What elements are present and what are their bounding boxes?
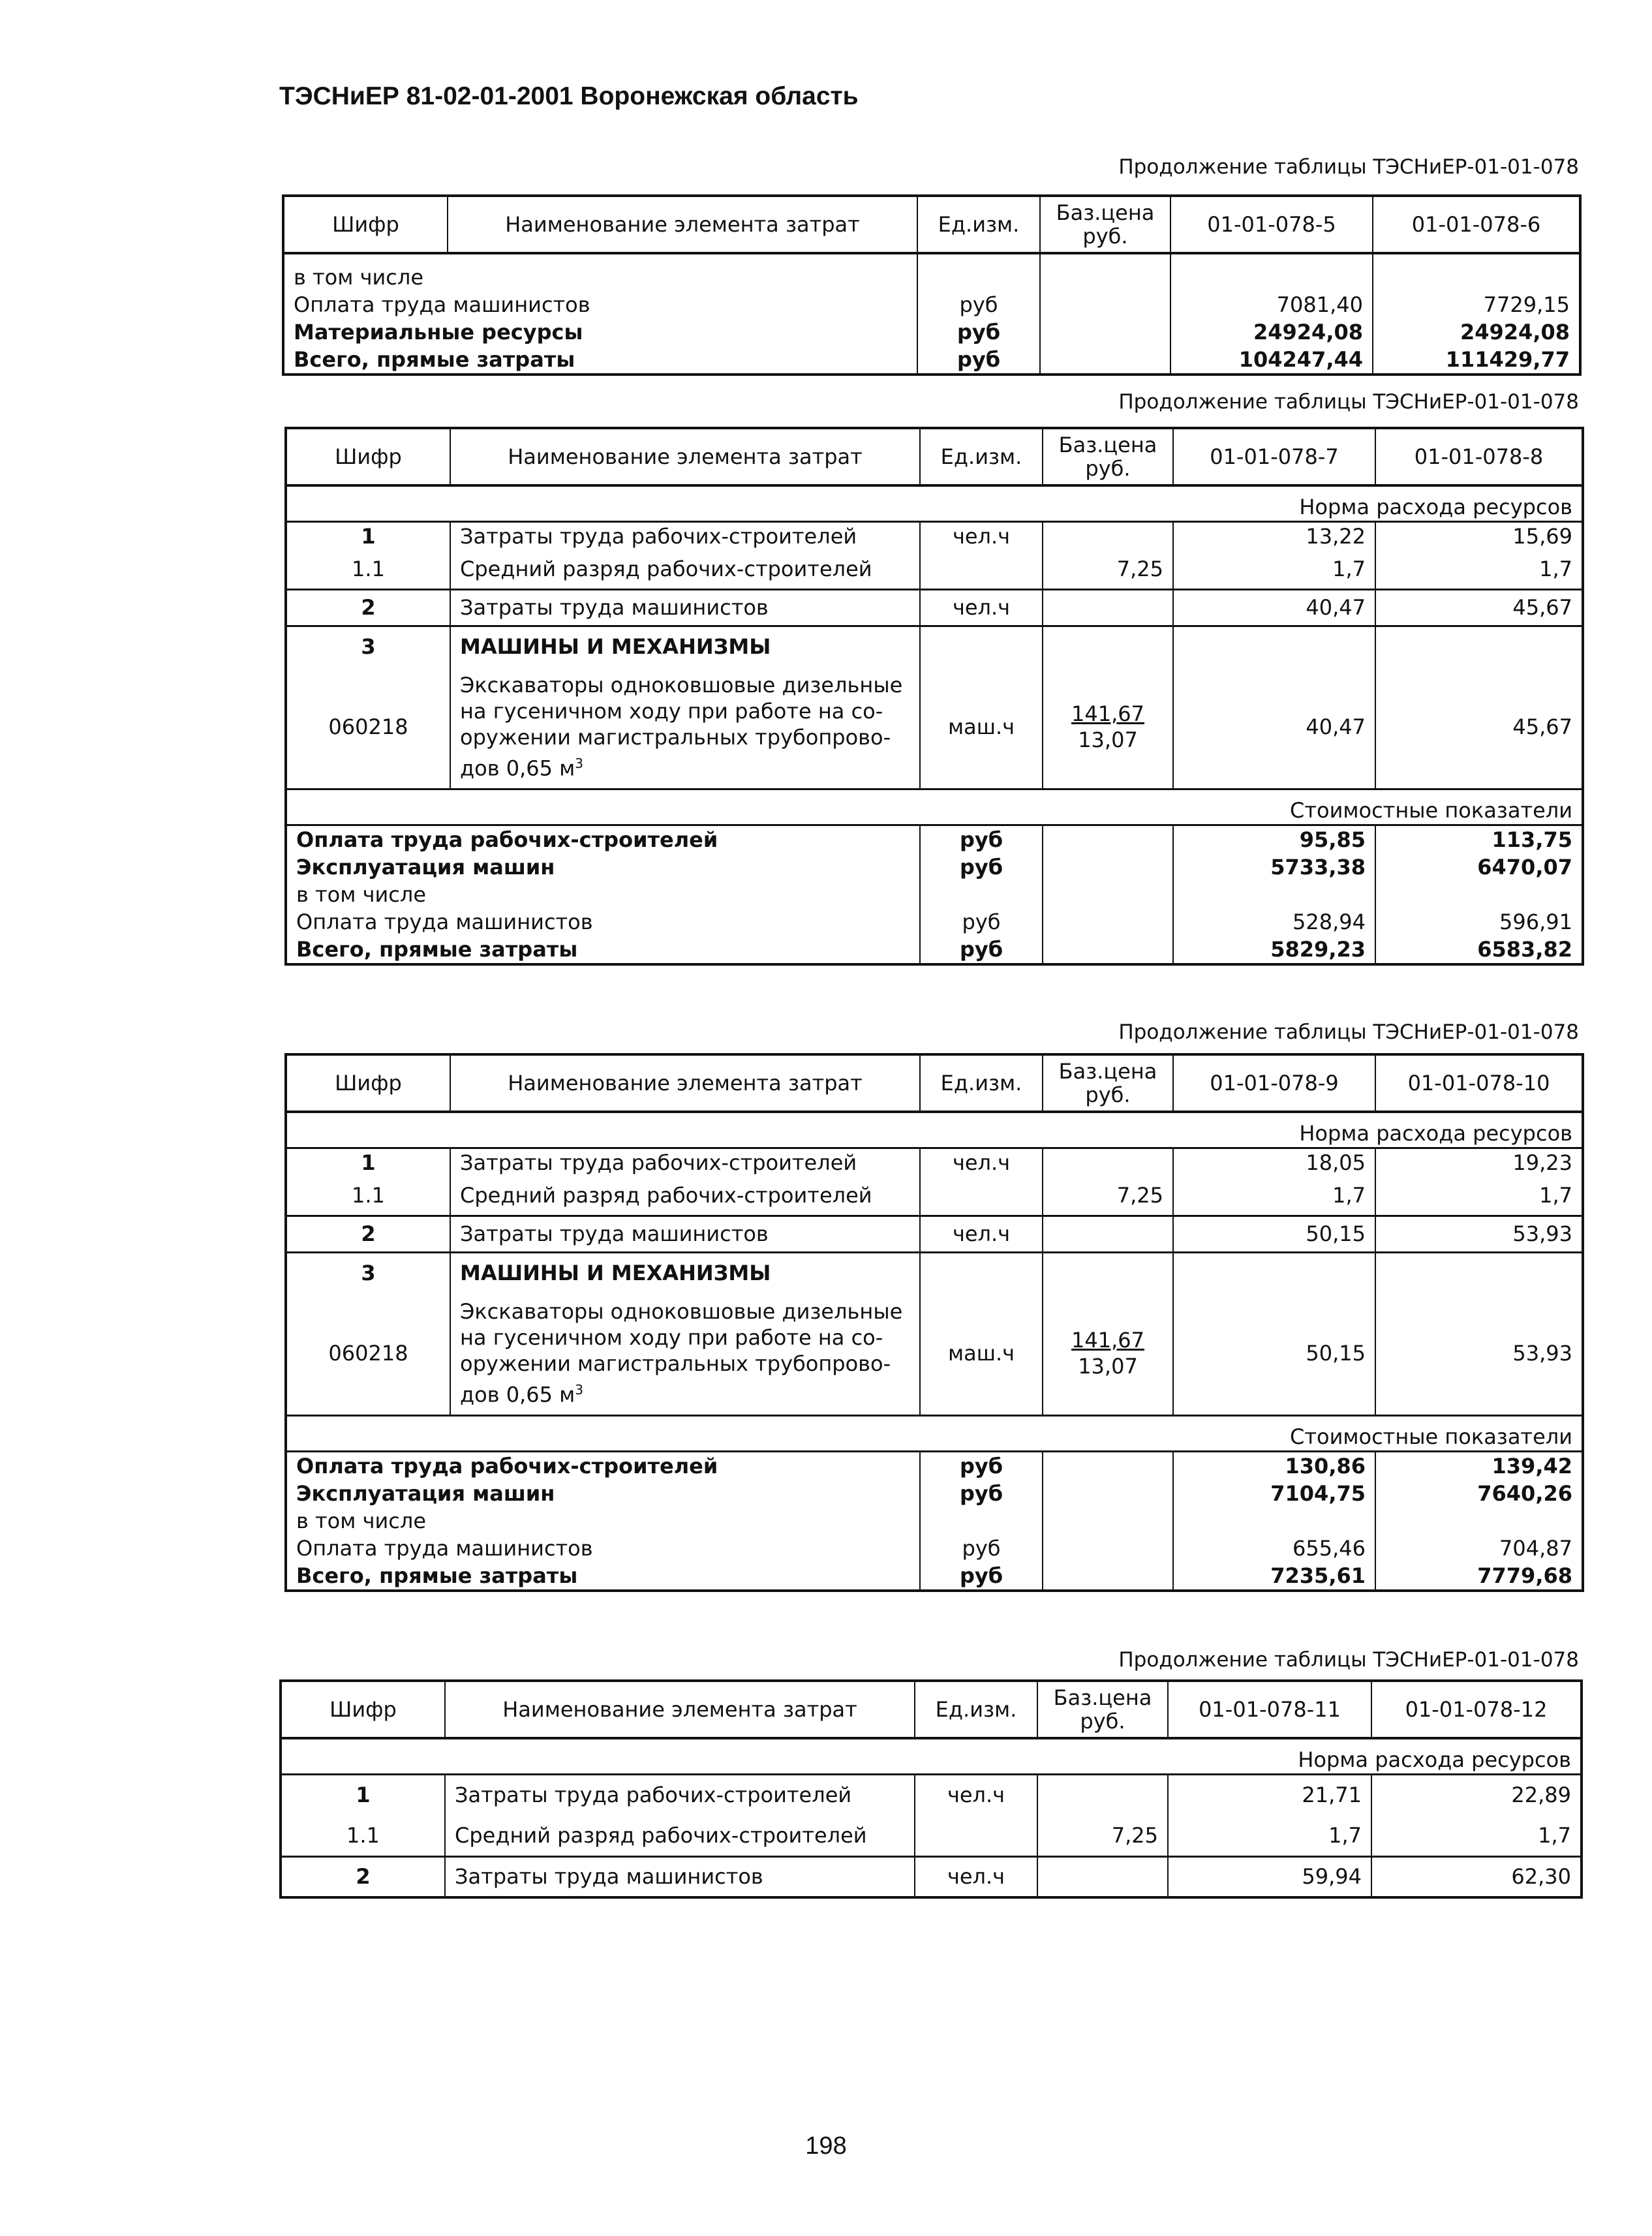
table-row — [286, 1535, 1583, 1562]
row-value-b: 22,89 — [1371, 1775, 1582, 1815]
col-header-price-line1: Баз.цена — [1058, 433, 1157, 457]
row-code: 2 — [356, 1864, 371, 1890]
price-line: 13,07 — [1078, 727, 1138, 753]
row-unit: руб — [920, 853, 1043, 881]
row-value-b: 7729,15 — [1373, 291, 1580, 318]
table-row — [286, 1216, 1583, 1252]
row-value-a: 1,7 — [1173, 1176, 1375, 1216]
row-name-text: дов 0,65 м — [460, 756, 575, 782]
col-header-norm-a: 01-01-078-7 — [1173, 428, 1375, 485]
row-value-a: 24924,08 — [1170, 318, 1373, 346]
table-row — [286, 666, 1583, 789]
table-row — [281, 1815, 1582, 1857]
row-price — [1043, 1507, 1173, 1535]
row-code: 1 — [361, 1150, 376, 1175]
resource-table-1 — [282, 194, 1582, 376]
col-header-norm-b: 01-01-078-12 — [1371, 1681, 1582, 1738]
row-value-b: 596,91 — [1375, 908, 1583, 936]
row-value-a: 40,47 — [1173, 666, 1375, 789]
col-header-price — [1040, 196, 1170, 253]
row-value-a: 130,86 — [1173, 1451, 1375, 1480]
col-header-norm-b: 01-01-078-10 — [1375, 1054, 1583, 1112]
resource-table-3 — [284, 1053, 1584, 1592]
col-header-code: Шифр — [286, 428, 450, 485]
row-value-a — [1170, 253, 1373, 291]
row-unit — [920, 1507, 1043, 1535]
row-price — [1043, 522, 1173, 551]
row-name: Затраты труда рабочих-строителей — [450, 1148, 920, 1177]
row-value-a — [1173, 881, 1375, 908]
resource-table-4 — [279, 1679, 1583, 1899]
table-row — [286, 908, 1583, 936]
row-price — [1043, 853, 1173, 881]
row-name: Оплата труда машинистов — [296, 909, 593, 934]
row-value-a: 40,47 — [1173, 589, 1375, 626]
row-value-a: 655,46 — [1173, 1535, 1375, 1562]
section-label-norm: Норма расхода ресурсов — [1299, 495, 1572, 519]
row-unit: руб — [920, 908, 1043, 936]
row-name: Затраты труда машинистов — [450, 589, 920, 626]
row-name: Затраты труда рабочих-строителей — [450, 522, 920, 551]
row-name: Затраты труда машинистов — [450, 1216, 920, 1252]
continuation-label: Продолжение таблицы ТЭСНиЕР-01-01-078 — [1118, 1648, 1579, 1672]
row-price — [1043, 589, 1173, 626]
section-label-cost: Стоимостные показатели — [1290, 1424, 1572, 1449]
row-unit: чел.ч — [920, 522, 1043, 551]
row-name-line: оружении магистральных трубопрово- — [460, 725, 891, 750]
section-label-norm: Норма расхода ресурсов — [1299, 1121, 1572, 1146]
row-name: Эксплуатация машин — [296, 1480, 555, 1506]
row-unit: чел.ч — [915, 1775, 1037, 1815]
row-value-a: 50,15 — [1173, 1216, 1375, 1252]
col-header-norm-a: 01-01-078-5 — [1170, 196, 1373, 253]
row-value-a: 21,71 — [1168, 1775, 1371, 1815]
row-price — [1040, 346, 1170, 375]
table-row — [286, 1148, 1583, 1177]
table-row — [286, 589, 1583, 626]
row-name: Оплата труда рабочих-строителей — [296, 827, 718, 852]
col-header-name: Наименование элемента затрат — [450, 428, 920, 485]
section-row — [286, 1415, 1583, 1451]
page-number: 198 — [805, 2132, 847, 2160]
row-name: Затраты труда машинистов — [445, 1857, 915, 1897]
row-name — [450, 1293, 920, 1415]
row-price — [1043, 908, 1173, 936]
row-value-a — [1173, 626, 1375, 666]
col-header-unit: Ед.изм. — [917, 196, 1040, 253]
row-code: 1 — [361, 524, 376, 549]
row-price — [1043, 1252, 1173, 1293]
row-value-b: 139,42 — [1375, 1451, 1583, 1480]
col-header-unit: Ед.изм. — [920, 1054, 1043, 1112]
row-code: 1.1 — [352, 557, 385, 582]
row-value-b: 53,93 — [1375, 1216, 1583, 1252]
table-row — [286, 1176, 1583, 1216]
table-row — [286, 1562, 1583, 1591]
table-row — [286, 853, 1583, 881]
row-value-a: 1,7 — [1173, 550, 1375, 589]
col-header-price-line1: Баз.цена — [1053, 1685, 1152, 1710]
row-name-line: Экскаваторы одноковшовые дизельные — [460, 1299, 903, 1325]
table-header-row — [281, 1681, 1582, 1738]
row-value-a: 18,05 — [1173, 1148, 1375, 1177]
row-value-b: 6583,82 — [1375, 936, 1583, 964]
row-value-b: 113,75 — [1375, 825, 1583, 853]
row-unit: руб — [920, 1562, 1043, 1591]
row-unit: руб — [920, 1451, 1043, 1480]
row-value-a: 13,22 — [1173, 522, 1375, 551]
row-unit: руб — [917, 318, 1040, 346]
row-price — [1043, 1293, 1173, 1415]
col-header-price-line1: Баз.цена — [1056, 200, 1155, 225]
row-name: Оплата труда рабочих-строителей — [296, 1453, 718, 1478]
col-header-norm-b: 01-01-078-6 — [1373, 196, 1580, 253]
col-header-unit: Ед.изм. — [920, 428, 1043, 485]
row-price — [1043, 1216, 1173, 1252]
row-value-a: 7235,61 — [1173, 1562, 1375, 1591]
table-row — [286, 1507, 1583, 1535]
table-row — [286, 522, 1583, 551]
section-row — [286, 1112, 1583, 1148]
table-row — [286, 626, 1583, 666]
col-header-unit: Ед.изм. — [915, 1681, 1037, 1738]
row-unit — [915, 1815, 1037, 1857]
col-header-norm-a: 01-01-078-11 — [1168, 1681, 1371, 1738]
table-row — [286, 1252, 1583, 1293]
col-header-code: Шифр — [286, 1054, 450, 1112]
col-header-norm-b: 01-01-078-8 — [1375, 428, 1583, 485]
row-value-a: 528,94 — [1173, 908, 1375, 936]
row-value-a: 50,15 — [1173, 1293, 1375, 1415]
row-name: Эксплуатация машин — [296, 854, 555, 880]
row-unit: маш.ч — [920, 1293, 1043, 1415]
row-price — [1043, 666, 1173, 789]
continuation-label: Продолжение таблицы ТЭСНиЕР-01-01-078 — [1118, 390, 1579, 414]
row-code: 060218 — [328, 714, 408, 740]
superscript: 3 — [575, 1382, 584, 1398]
superscript: 3 — [575, 756, 584, 772]
row-unit: руб — [917, 291, 1040, 318]
section-row — [286, 485, 1583, 522]
row-value-a — [1173, 1507, 1375, 1535]
row-unit: чел.ч — [920, 1148, 1043, 1177]
row-value-b: 1,7 — [1375, 1176, 1583, 1216]
col-header-code: Шифр — [281, 1681, 445, 1738]
row-price — [1043, 1480, 1173, 1507]
table-header-row — [286, 428, 1583, 485]
row-code: 2 — [361, 1221, 376, 1246]
col-header-price-line2: руб. — [1085, 456, 1131, 481]
row-value-b: 1,7 — [1375, 550, 1583, 589]
table-row — [286, 1451, 1583, 1480]
row-price — [1043, 936, 1173, 964]
row-code: 060218 — [328, 1341, 408, 1366]
row-code: 1.1 — [346, 1822, 380, 1848]
row-code: 2 — [361, 595, 376, 620]
row-price — [1043, 1148, 1173, 1177]
row-value-a: 95,85 — [1173, 825, 1375, 853]
row-name-text: дов 0,65 м — [460, 1383, 575, 1408]
row-unit: руб — [920, 825, 1043, 853]
row-name: Оплата труда машинистов — [294, 292, 590, 317]
row-unit: маш.ч — [920, 666, 1043, 789]
row-name-line: оружении магистральных трубопрово- — [460, 1351, 891, 1377]
row-name: Средний разряд рабочих-строителей — [450, 1176, 920, 1216]
table-row — [283, 346, 1580, 375]
section-label-norm: Норма расхода ресурсов — [1298, 1747, 1571, 1772]
row-value-b: 15,69 — [1375, 522, 1583, 551]
col-header-name: Наименование элемента затрат — [450, 1054, 920, 1112]
row-price — [1037, 1857, 1168, 1897]
row-name: МАШИНЫ И МЕХАНИЗМЫ — [450, 626, 920, 666]
row-value-a: 104247,44 — [1170, 346, 1373, 375]
row-name-line: на гусеничном ходу при работе на со- — [460, 1325, 883, 1351]
section-row — [286, 789, 1583, 825]
row-name: в том числе — [294, 265, 423, 290]
row-name: Средний разряд рабочих-строителей — [450, 550, 920, 589]
row-value-b: 53,93 — [1375, 1293, 1583, 1415]
row-price — [1043, 626, 1173, 666]
row-unit — [920, 1252, 1043, 1293]
row-value-a: 1,7 — [1168, 1815, 1371, 1857]
row-name-line: на гусеничном ходу при работе на со- — [460, 699, 883, 724]
table-row — [283, 318, 1580, 346]
table-row — [286, 1480, 1583, 1507]
row-unit — [920, 550, 1043, 589]
row-unit: руб — [920, 1535, 1043, 1562]
section-label-cost: Стоимостные показатели — [1290, 797, 1572, 823]
table-row — [281, 1857, 1582, 1897]
row-name: в том числе — [296, 1508, 426, 1533]
row-value-b — [1375, 1507, 1583, 1535]
price-line: 13,07 — [1078, 1354, 1138, 1379]
row-value-a: 59,94 — [1168, 1857, 1371, 1897]
row-value-b: 111429,77 — [1373, 346, 1580, 375]
row-value-b: 704,87 — [1375, 1535, 1583, 1562]
row-unit: руб — [917, 346, 1040, 375]
table-row — [286, 550, 1583, 589]
row-price — [1043, 1535, 1173, 1562]
row-price — [1040, 318, 1170, 346]
row-price — [1043, 825, 1173, 853]
row-value-b: 62,30 — [1371, 1857, 1582, 1897]
row-unit: руб — [920, 1480, 1043, 1507]
row-code: 3 — [361, 1260, 376, 1285]
row-price: 7,25 — [1043, 1176, 1173, 1216]
row-value-b: 7779,68 — [1375, 1562, 1583, 1591]
row-value-b — [1375, 1252, 1583, 1293]
row-name: Всего, прямые затраты — [294, 347, 575, 372]
resource-table-2 — [284, 427, 1584, 966]
row-price — [1043, 1562, 1173, 1591]
row-unit — [917, 253, 1040, 291]
row-price — [1040, 253, 1170, 291]
row-price — [1040, 291, 1170, 318]
row-unit — [920, 1176, 1043, 1216]
col-header-name: Наименование элемента затрат — [448, 196, 917, 253]
row-value-b: 24924,08 — [1373, 318, 1580, 346]
row-value-a: 5829,23 — [1173, 936, 1375, 964]
col-header-price-line2: руб. — [1085, 1082, 1131, 1107]
table-header-row — [286, 1054, 1583, 1112]
row-name: Средний разряд рабочих-строителей — [445, 1815, 915, 1857]
row-value-b: 7640,26 — [1375, 1480, 1583, 1507]
row-code: 3 — [361, 634, 376, 659]
row-name: Всего, прямые затраты — [296, 1563, 578, 1588]
row-code: 1.1 — [352, 1183, 385, 1208]
col-header-price-line2: руб. — [1080, 1709, 1125, 1734]
table-row — [283, 291, 1580, 318]
col-header-name: Наименование элемента затрат — [445, 1681, 915, 1738]
row-unit — [920, 881, 1043, 908]
table-row — [286, 881, 1583, 908]
col-header-price — [1043, 1054, 1173, 1112]
row-name — [450, 666, 920, 789]
continuation-label: Продолжение таблицы ТЭСНиЕР-01-01-078 — [1118, 155, 1579, 179]
col-header-price-line2: руб. — [1082, 224, 1128, 249]
row-price — [1037, 1775, 1168, 1815]
row-name: Материальные ресурсы — [294, 320, 583, 345]
row-value-b: 19,23 — [1375, 1148, 1583, 1177]
table-header-row — [283, 196, 1580, 253]
row-value-b: 45,67 — [1375, 589, 1583, 626]
row-value-a — [1173, 1252, 1375, 1293]
row-value-b — [1373, 253, 1580, 291]
row-unit: чел.ч — [920, 1216, 1043, 1252]
row-unit: чел.ч — [920, 589, 1043, 626]
row-name: МАШИНЫ И МЕХАНИЗМЫ — [450, 1252, 920, 1293]
row-name: Оплата труда машинистов — [296, 1535, 593, 1561]
row-value-b — [1375, 626, 1583, 666]
row-price — [1043, 881, 1173, 908]
col-header-price — [1037, 1681, 1168, 1738]
section-row — [281, 1738, 1582, 1775]
row-name-line — [460, 750, 910, 782]
row-value-a: 7104,75 — [1173, 1480, 1375, 1507]
price-line: 141,67 — [1071, 1328, 1144, 1353]
row-price: 7,25 — [1037, 1815, 1168, 1857]
row-name-line: Экскаваторы одноковшовые дизельные — [460, 673, 903, 698]
row-name-line — [460, 1377, 910, 1408]
row-code: 1 — [356, 1783, 371, 1808]
col-header-norm-a: 01-01-078-9 — [1173, 1054, 1375, 1112]
row-unit: чел.ч — [915, 1857, 1037, 1897]
col-header-price-line1: Баз.цена — [1058, 1059, 1157, 1084]
row-name: Затраты труда рабочих-строителей — [445, 1775, 915, 1815]
row-value-b: 45,67 — [1375, 666, 1583, 789]
page-title: ТЭСНиЕР 81-02-01-2001 Воронежская область — [279, 82, 859, 110]
row-value-b: 1,7 — [1371, 1815, 1582, 1857]
row-price: 7,25 — [1043, 550, 1173, 589]
price-line: 141,67 — [1071, 701, 1144, 727]
row-name: Всего, прямые затраты — [296, 936, 578, 962]
col-header-price — [1043, 428, 1173, 485]
table-row — [286, 1293, 1583, 1415]
table-row — [286, 936, 1583, 964]
row-value-a: 7081,40 — [1170, 291, 1373, 318]
row-unit: руб — [920, 936, 1043, 964]
row-unit — [920, 626, 1043, 666]
row-name: в том числе — [296, 881, 426, 907]
col-header-code: Шифр — [283, 196, 448, 253]
row-value-b — [1375, 881, 1583, 908]
row-price — [1043, 1451, 1173, 1480]
row-value-a: 5733,38 — [1173, 853, 1375, 881]
continuation-label: Продолжение таблицы ТЭСНиЕР-01-01-078 — [1118, 1020, 1579, 1044]
row-value-b: 6470,07 — [1375, 853, 1583, 881]
table-row — [286, 825, 1583, 853]
table-row — [281, 1775, 1582, 1815]
table-row — [283, 253, 1580, 291]
